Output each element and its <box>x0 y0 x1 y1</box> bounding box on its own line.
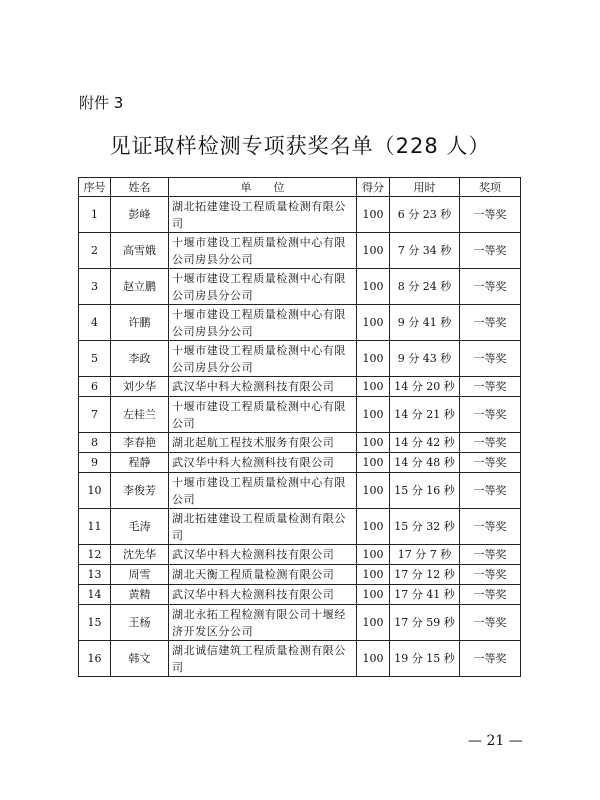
cell-score: 100 <box>357 233 390 269</box>
cell-score: 100 <box>357 605 390 641</box>
cell-time: 7 分 34 秒 <box>390 233 460 269</box>
cell-award: 一等奖 <box>460 605 521 641</box>
cell-name: 沈先华 <box>111 545 169 565</box>
document-title: 见证取样检测专项获奖名单（228 人） <box>109 134 491 158</box>
cell-name: 王杨 <box>111 605 169 641</box>
cell-time: 8 分 24 秒 <box>390 269 460 305</box>
cell-score: 100 <box>357 397 390 433</box>
cell-unit: 十堰市建设工程质量检测中心有限公司房县分公司 <box>169 341 357 377</box>
table-row <box>79 545 521 565</box>
cell-name: 李俊芳 <box>111 473 169 509</box>
awards-table <box>78 177 521 677</box>
cell-no: 8 <box>79 433 111 453</box>
cell-unit: 十堰市建设工程质量检测中心有限公司 <box>169 397 357 433</box>
cell-time: 15 分 16 秒 <box>390 473 460 509</box>
cell-name: 高雪娥 <box>111 233 169 269</box>
cell-unit: 湖北永拓工程检测有限公司十堰经济开发区分公司 <box>169 605 357 641</box>
header-time: 用时 <box>390 178 460 197</box>
cell-score: 100 <box>357 545 390 565</box>
cell-award: 一等奖 <box>460 197 521 233</box>
table-row <box>79 197 521 233</box>
cell-no: 1 <box>79 197 111 233</box>
cell-award: 一等奖 <box>460 565 521 585</box>
cell-time: 17 分 12 秒 <box>390 565 460 585</box>
cell-name: 刘少华 <box>111 377 169 397</box>
table-row <box>79 341 521 377</box>
cell-score: 100 <box>357 433 390 453</box>
cell-no: 14 <box>79 585 111 605</box>
cell-award: 一等奖 <box>460 233 521 269</box>
cell-name: 周雪 <box>111 565 169 585</box>
header-award: 奖项 <box>460 178 521 197</box>
table-row <box>79 605 521 641</box>
cell-name: 程静 <box>111 453 169 473</box>
header-score: 得分 <box>357 178 390 197</box>
cell-name: 许鹏 <box>111 305 169 341</box>
cell-time: 14 分 48 秒 <box>390 453 460 473</box>
cell-no: 13 <box>79 565 111 585</box>
cell-unit: 湖北诚信建筑工程质量检测有限公司 <box>169 641 357 677</box>
table-header-row <box>79 178 521 197</box>
cell-no: 11 <box>79 509 111 545</box>
cell-name: 李春艳 <box>111 433 169 453</box>
cell-time: 15 分 32 秒 <box>390 509 460 545</box>
cell-score: 100 <box>357 641 390 677</box>
cell-award: 一等奖 <box>460 509 521 545</box>
cell-score: 100 <box>357 585 390 605</box>
cell-score: 100 <box>357 473 390 509</box>
cell-score: 100 <box>357 377 390 397</box>
attachment-label: 附件 3 <box>79 94 124 112</box>
table-row <box>79 641 521 677</box>
cell-time: 14 分 42 秒 <box>390 433 460 453</box>
cell-award: 一等奖 <box>460 305 521 341</box>
cell-score: 100 <box>357 453 390 473</box>
cell-award: 一等奖 <box>460 341 521 377</box>
cell-award: 一等奖 <box>460 433 521 453</box>
cell-score: 100 <box>357 341 390 377</box>
cell-name: 李政 <box>111 341 169 377</box>
cell-time: 19 分 15 秒 <box>390 641 460 677</box>
cell-name: 毛涛 <box>111 509 169 545</box>
header-no: 序号 <box>79 178 111 197</box>
cell-unit: 武汉华中科大检测科技有限公司 <box>169 585 357 605</box>
cell-time: 14 分 21 秒 <box>390 397 460 433</box>
cell-unit: 十堰市建设工程质量检测中心有限公司房县分公司 <box>169 305 357 341</box>
cell-name: 黄精 <box>111 585 169 605</box>
table-row <box>79 397 521 433</box>
cell-score: 100 <box>357 269 390 305</box>
cell-unit: 湖北拓建建设工程质量检测有限公司 <box>169 197 357 233</box>
cell-time: 17 分 41 秒 <box>390 585 460 605</box>
table-row <box>79 453 521 473</box>
page-number: — 21 — <box>468 733 523 749</box>
header-name: 姓名 <box>111 178 169 197</box>
cell-no: 12 <box>79 545 111 565</box>
cell-unit: 武汉华中科大检测科技有限公司 <box>169 377 357 397</box>
cell-award: 一等奖 <box>460 545 521 565</box>
cell-unit: 湖北天衡工程质量检测有限公司 <box>169 565 357 585</box>
table-row <box>79 233 521 269</box>
table-row <box>79 433 521 453</box>
cell-unit: 湖北拓建建设工程质量检测有限公司 <box>169 509 357 545</box>
cell-no: 9 <box>79 453 111 473</box>
cell-award: 一等奖 <box>460 377 521 397</box>
cell-no: 6 <box>79 377 111 397</box>
table-row <box>79 509 521 545</box>
cell-award: 一等奖 <box>460 585 521 605</box>
table-row <box>79 305 521 341</box>
table-row <box>79 269 521 305</box>
cell-name: 彭峰 <box>111 197 169 233</box>
cell-time: 9 分 43 秒 <box>390 341 460 377</box>
cell-unit: 湖北起航工程技术服务有限公司 <box>169 433 357 453</box>
cell-score: 100 <box>357 565 390 585</box>
cell-no: 16 <box>79 641 111 677</box>
cell-no: 15 <box>79 605 111 641</box>
cell-unit: 十堰市建设工程质量检测中心有限公司 <box>169 473 357 509</box>
cell-score: 100 <box>357 509 390 545</box>
table-row <box>79 585 521 605</box>
cell-award: 一等奖 <box>460 473 521 509</box>
cell-time: 6 分 23 秒 <box>390 197 460 233</box>
cell-time: 17 分 59 秒 <box>390 605 460 641</box>
cell-no: 3 <box>79 269 111 305</box>
cell-award: 一等奖 <box>460 641 521 677</box>
cell-time: 17 分 7 秒 <box>390 545 460 565</box>
cell-award: 一等奖 <box>460 453 521 473</box>
cell-unit: 十堰市建设工程质量检测中心有限公司房县分公司 <box>169 269 357 305</box>
cell-no: 10 <box>79 473 111 509</box>
cell-award: 一等奖 <box>460 269 521 305</box>
cell-no: 7 <box>79 397 111 433</box>
table-row <box>79 377 521 397</box>
cell-time: 14 分 20 秒 <box>390 377 460 397</box>
cell-name: 左桂兰 <box>111 397 169 433</box>
table-row <box>79 565 521 585</box>
cell-name: 韩文 <box>111 641 169 677</box>
cell-unit: 十堰市建设工程质量检测中心有限公司房县分公司 <box>169 233 357 269</box>
cell-no: 5 <box>79 341 111 377</box>
cell-no: 4 <box>79 305 111 341</box>
cell-name: 赵立鹏 <box>111 269 169 305</box>
cell-unit: 武汉华中科大检测科技有限公司 <box>169 453 357 473</box>
cell-no: 2 <box>79 233 111 269</box>
cell-unit: 武汉华中科大检测科技有限公司 <box>169 545 357 565</box>
header-unit: 单 位 <box>169 178 357 197</box>
cell-time: 9 分 41 秒 <box>390 305 460 341</box>
table-row <box>79 473 521 509</box>
cell-score: 100 <box>357 305 390 341</box>
cell-award: 一等奖 <box>460 397 521 433</box>
cell-score: 100 <box>357 197 390 233</box>
